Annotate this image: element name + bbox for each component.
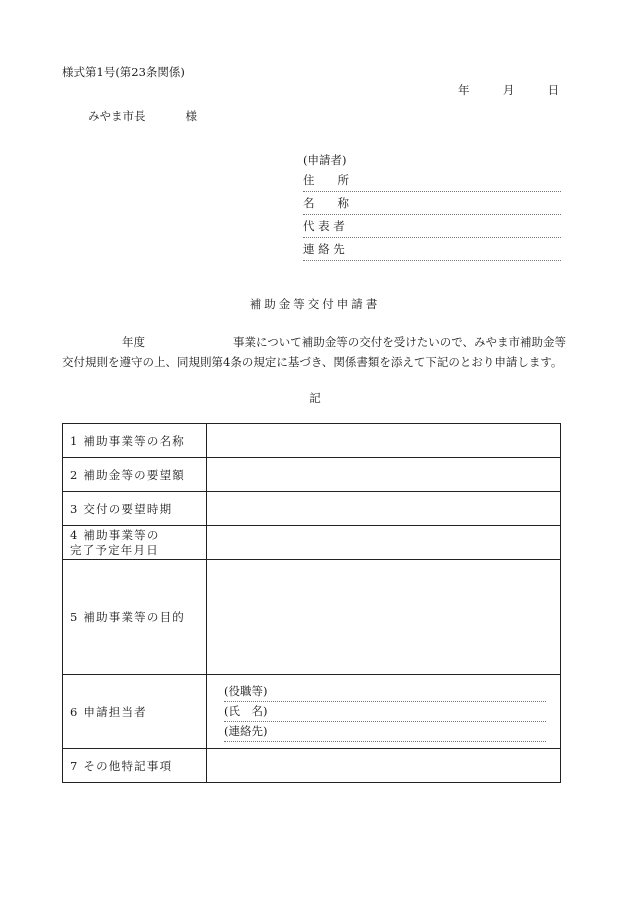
row-label-line1: 4 補助事業等の [70, 527, 160, 542]
applicant-contact-field[interactable] [303, 238, 561, 261]
form-number: 様式第1号(第23条関係) [62, 65, 185, 79]
table-row [63, 424, 561, 458]
field-label: 代 表 者 [303, 219, 345, 233]
remarks-cell[interactable] [207, 749, 561, 783]
requested-timing-cell[interactable] [207, 492, 561, 526]
purpose-cell[interactable] [207, 560, 561, 675]
field-label: 連 絡 先 [303, 242, 345, 256]
applicant-representative-field[interactable] [303, 215, 561, 238]
requested-amount-cell[interactable] [207, 458, 561, 492]
contact-person-cell [207, 675, 561, 749]
row-label-line2: 完了予定年月日 [70, 542, 159, 557]
body-text [62, 332, 572, 372]
application-table [62, 423, 561, 783]
applicant-name-field[interactable] [303, 192, 561, 215]
table-row [63, 675, 561, 749]
document-title: 補助金等交付申請書 [249, 297, 381, 311]
field-label: 住 所 [303, 173, 349, 187]
row-label: 3 交付の要望時期 [63, 492, 207, 526]
row-label: 7 その他特記事項 [63, 749, 207, 783]
date-line [458, 82, 559, 98]
addressee [88, 108, 197, 124]
applicant-block [303, 151, 561, 261]
row-label [63, 526, 207, 560]
contact-name-field[interactable]: (氏 名) [224, 702, 546, 722]
applicant-heading: (申請者) [303, 153, 347, 167]
row-label: 2 補助金等の要望額 [63, 458, 207, 492]
table-row [63, 560, 561, 675]
date-month-label: 月 [502, 83, 515, 97]
addressee-name: みやま市長 [88, 109, 146, 123]
date-year-label: 年 [458, 83, 470, 97]
completion-date-cell[interactable] [207, 526, 561, 560]
table-row [63, 458, 561, 492]
honorific: 様 [185, 109, 197, 123]
ki-heading: 記 [309, 391, 321, 405]
field-label: 名 称 [303, 196, 349, 210]
body-line2: 交付規則を遵守の上、同規則第4条の規定に基づき、関係書類を添えて下記のとおり申請します。 [62, 355, 563, 369]
row-label: 6 申請担当者 [63, 675, 207, 749]
row-label: 5 補助事業等の目的 [63, 560, 207, 675]
applicant-address-field[interactable] [303, 169, 561, 192]
body-line1: 事業について補助金等の交付を受けたいので、みやま市補助金等 [233, 335, 567, 349]
table-row [63, 492, 561, 526]
contact-title-field[interactable]: (役職等) [224, 682, 546, 702]
contact-info-field[interactable]: (連絡先) [224, 722, 546, 742]
project-name-cell[interactable] [207, 424, 561, 458]
table-row [63, 749, 561, 783]
body-year: 年度 [122, 335, 145, 349]
row-label: 1 補助事業等の名称 [63, 424, 207, 458]
date-day-label: 日 [547, 83, 560, 97]
table-row [63, 526, 561, 560]
